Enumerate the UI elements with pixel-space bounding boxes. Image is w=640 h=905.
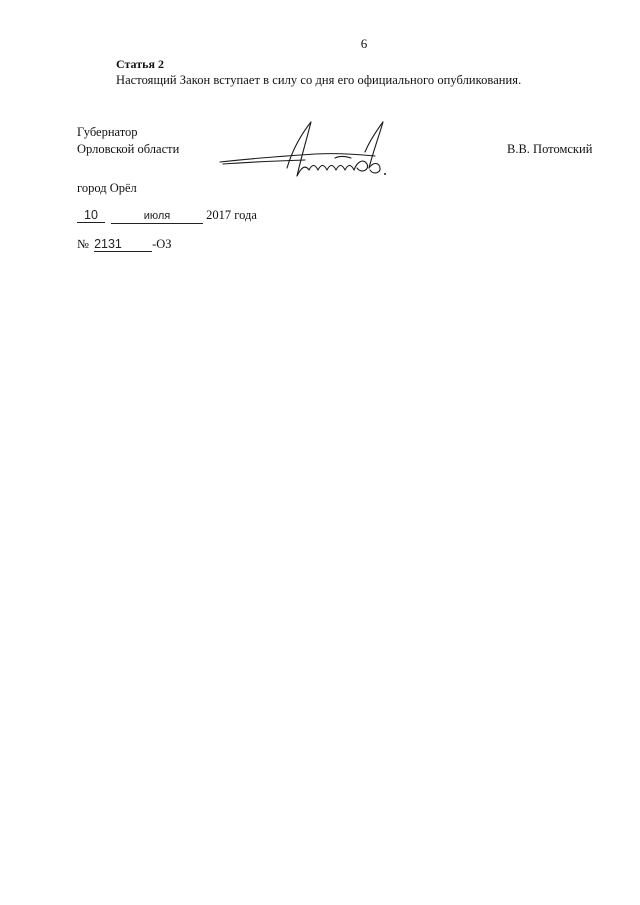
date-year-text: 2017 года — [206, 208, 257, 222]
signatory-position-line2: Орловской области — [77, 142, 180, 156]
law-number-suffix: -ОЗ — [152, 237, 172, 251]
page-number: 6 — [360, 36, 368, 51]
signing-date — [77, 208, 257, 224]
number-sign: № — [77, 237, 89, 251]
law-number-field: 2131 — [94, 238, 152, 252]
article-title: Статья 2 — [116, 57, 164, 71]
signatory-name: В.В. Потомский — [507, 142, 593, 156]
handwritten-signature — [215, 118, 395, 180]
article-text: Настоящий Закон вступает в силу со дня его официального опубликования. — [116, 73, 522, 87]
date-month-field: июля — [111, 210, 203, 224]
law-number — [77, 237, 172, 252]
city-name: город Орёл — [77, 181, 137, 195]
date-day-field: 10 — [77, 209, 105, 223]
signatory-position-line1: Губернатор — [77, 125, 138, 139]
